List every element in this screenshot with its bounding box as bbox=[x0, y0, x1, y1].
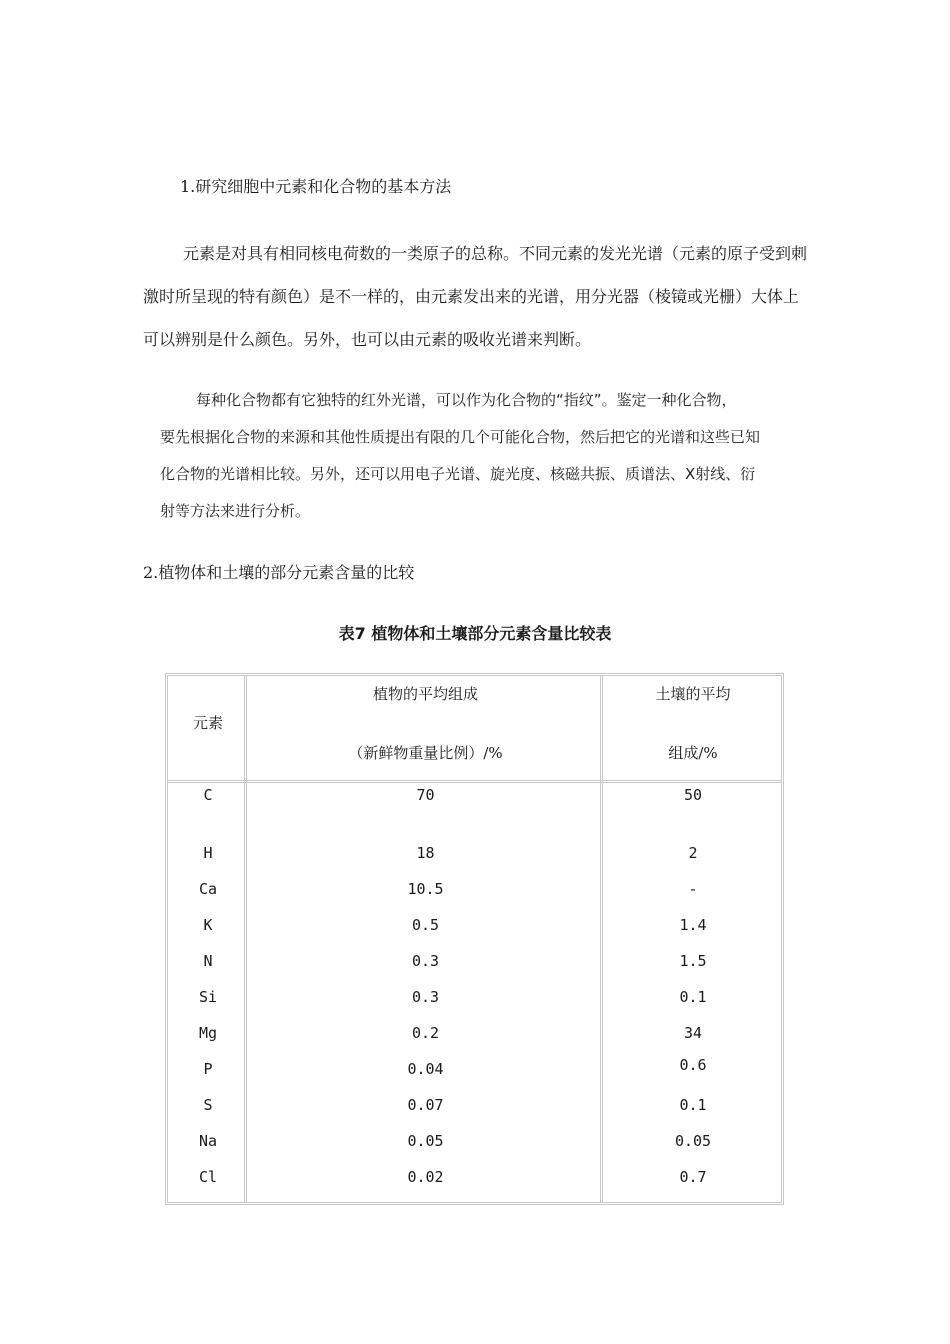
column-divider bbox=[600, 676, 603, 1202]
header-plant-line2: （新鲜物重量比例）/% bbox=[348, 744, 503, 762]
row-soil-value: 1.4 bbox=[679, 916, 707, 934]
table-caption: 表7 植物体和土壤部分元素含量比较表 bbox=[338, 624, 612, 643]
row-plant-value: 0.5 bbox=[411, 916, 440, 934]
row-plant-value: 0.05 bbox=[407, 1132, 444, 1150]
row-element: Mg bbox=[198, 1024, 218, 1042]
column-divider bbox=[244, 676, 247, 1202]
row-soil-value: 2 bbox=[688, 844, 698, 862]
row-element: Si bbox=[198, 988, 218, 1006]
paragraph-line: 要先根据化合物的来源和其他性质提出有限的几个可能化合物，然后把它的光谱和这些已知 bbox=[160, 428, 761, 446]
paragraph-element-spectra: 元素是对具有相同核电荷数的一类原子的总称。不同元素的发光光谱（元素的原子受到刺激时所呈现的特有颜色）是不一样的，由元素发出来的光谱，用分光器（棱镜或光栅）大体上可以辨别是什么颜色。另外，也可以由元素的吸收光谱来判断。 bbox=[143, 244, 808, 349]
row-soil-value: - bbox=[688, 880, 698, 898]
row-soil-value: 1.5 bbox=[679, 952, 707, 970]
row-element: P bbox=[203, 1060, 213, 1078]
row-soil-value: 0.1 bbox=[679, 1096, 707, 1114]
row-plant-value: 18 bbox=[416, 844, 435, 862]
row-element: Cl bbox=[198, 1168, 218, 1186]
row-element: H bbox=[203, 844, 213, 862]
row-element: S bbox=[203, 1096, 213, 1114]
table-header bbox=[168, 676, 781, 783]
paragraph-line: 射等方法来进行分析。 bbox=[160, 502, 311, 520]
element-comparison-table bbox=[165, 673, 784, 1205]
row-soil-value: 0.05 bbox=[674, 1132, 712, 1150]
header-soil-line1: 土壤的平均 bbox=[655, 685, 731, 703]
row-element: Ca bbox=[198, 880, 218, 898]
header-plant-line1: 植物的平均组成 bbox=[372, 685, 478, 703]
row-plant-value: 0.3 bbox=[411, 988, 440, 1006]
row-plant-value: 10.5 bbox=[407, 880, 444, 898]
row-soil-value: 34 bbox=[683, 1024, 703, 1042]
row-element: C bbox=[203, 786, 213, 804]
row-element: K bbox=[203, 916, 213, 934]
header-soil-line2: 组成/% bbox=[668, 744, 718, 762]
row-element: N bbox=[203, 952, 213, 970]
paragraph-line: 化合物的光谱相比较。另外，还可以用电子光谱、旋光度、核磁共振、质谱法、X射线、衍 bbox=[160, 465, 756, 483]
row-soil-value: 0.6 bbox=[679, 1056, 707, 1074]
section-heading-methods: 1.研究细胞中元素和化合物的基本方法 bbox=[180, 177, 452, 196]
row-soil-value: 0.7 bbox=[679, 1168, 707, 1186]
row-plant-value: 0.02 bbox=[407, 1168, 444, 1186]
row-element: Na bbox=[198, 1132, 218, 1150]
row-plant-value: 70 bbox=[416, 786, 435, 804]
row-plant-value: 0.2 bbox=[411, 1024, 440, 1042]
paragraph-compound-spectra bbox=[160, 382, 780, 530]
row-soil-value: 0.1 bbox=[679, 988, 707, 1006]
section-heading-comparison: 2.植物体和土壤的部分元素含量的比较 bbox=[143, 563, 415, 582]
header-element: 元素 bbox=[192, 714, 223, 732]
row-plant-value: 0.3 bbox=[411, 952, 440, 970]
paragraph-line: 每种化合物都有它独特的红外光谱，可以作为化合物的“指纹”。鉴定一种化合物， bbox=[196, 391, 737, 409]
row-plant-value: 0.07 bbox=[407, 1096, 444, 1114]
row-plant-value: 0.04 bbox=[407, 1060, 444, 1078]
row-soil-value: 50 bbox=[683, 786, 703, 804]
